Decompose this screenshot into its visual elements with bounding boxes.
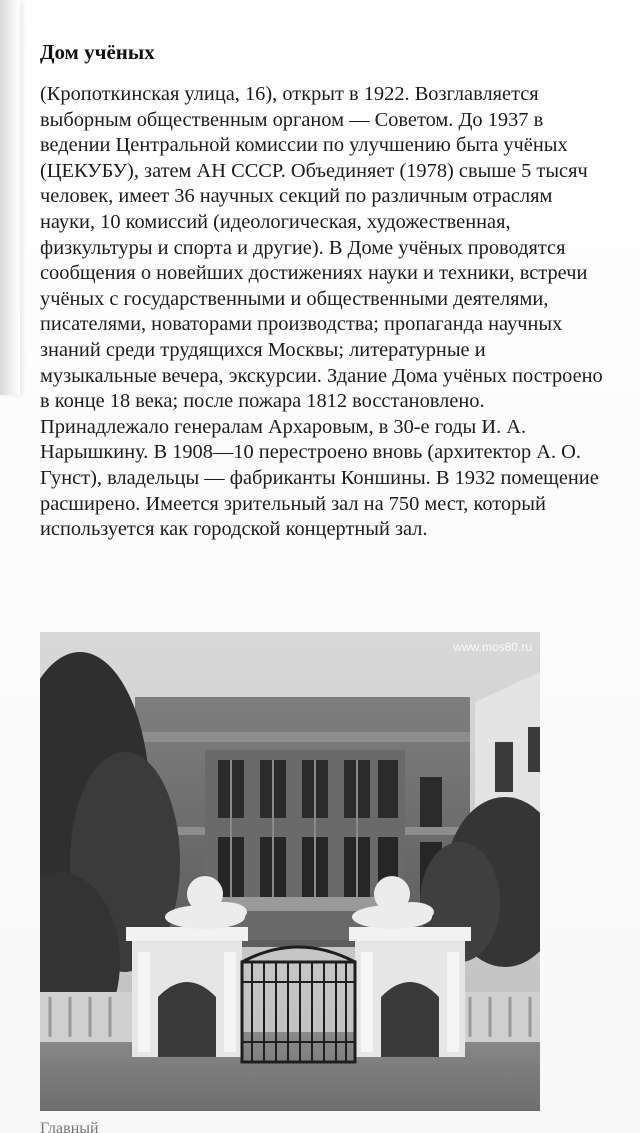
photo-watermark: www.mos80.ru (453, 640, 532, 654)
article-title: Дом учёных (40, 40, 155, 64)
house-of-scientists-photo (40, 632, 540, 1111)
photo-illustration (40, 632, 540, 1111)
sidebar-edge (0, 0, 20, 395)
photo-caption: Главный (40, 1120, 99, 1133)
article-body: (Кропоткинская улица, 16), открыт в 1922. Возглавляется выборным общественным органом — Советом. До 1937 в ведении Центральной комиссии по улучшению быта учёных (ЦЕКУБУ), затем АН СССР. Объединяет (1978) свыше 5 тысяч человек, имеет 36 научных секций по различным отраслям науки, 10 комиссий (идеологическая, художественная, физкультуры и спорта и другие). В Доме учёных проводятся сообщения о новейших достижениях науки и техники, встречи учёных с государственными и общественными деятелями, писателями, новаторами производства; пропаганда научных знаний среди трудящихся Москвы; литературные и музыкальные вечера, экскурсии. Здание Дома учёных построено в конце 18 века; после пожара 1812 восстановлено. Принадлежало генералам Архаровым, в 30-е годы И. А. Нарышкину. В 1908—10 перестроено вновь (архитектор А. О. Гунст), владельцы — фабриканты Коншины. В 1932 помещение расширено. Имеется зрительный зал на 750 мест, который используется как городской концертный зал. (40, 83, 603, 541)
